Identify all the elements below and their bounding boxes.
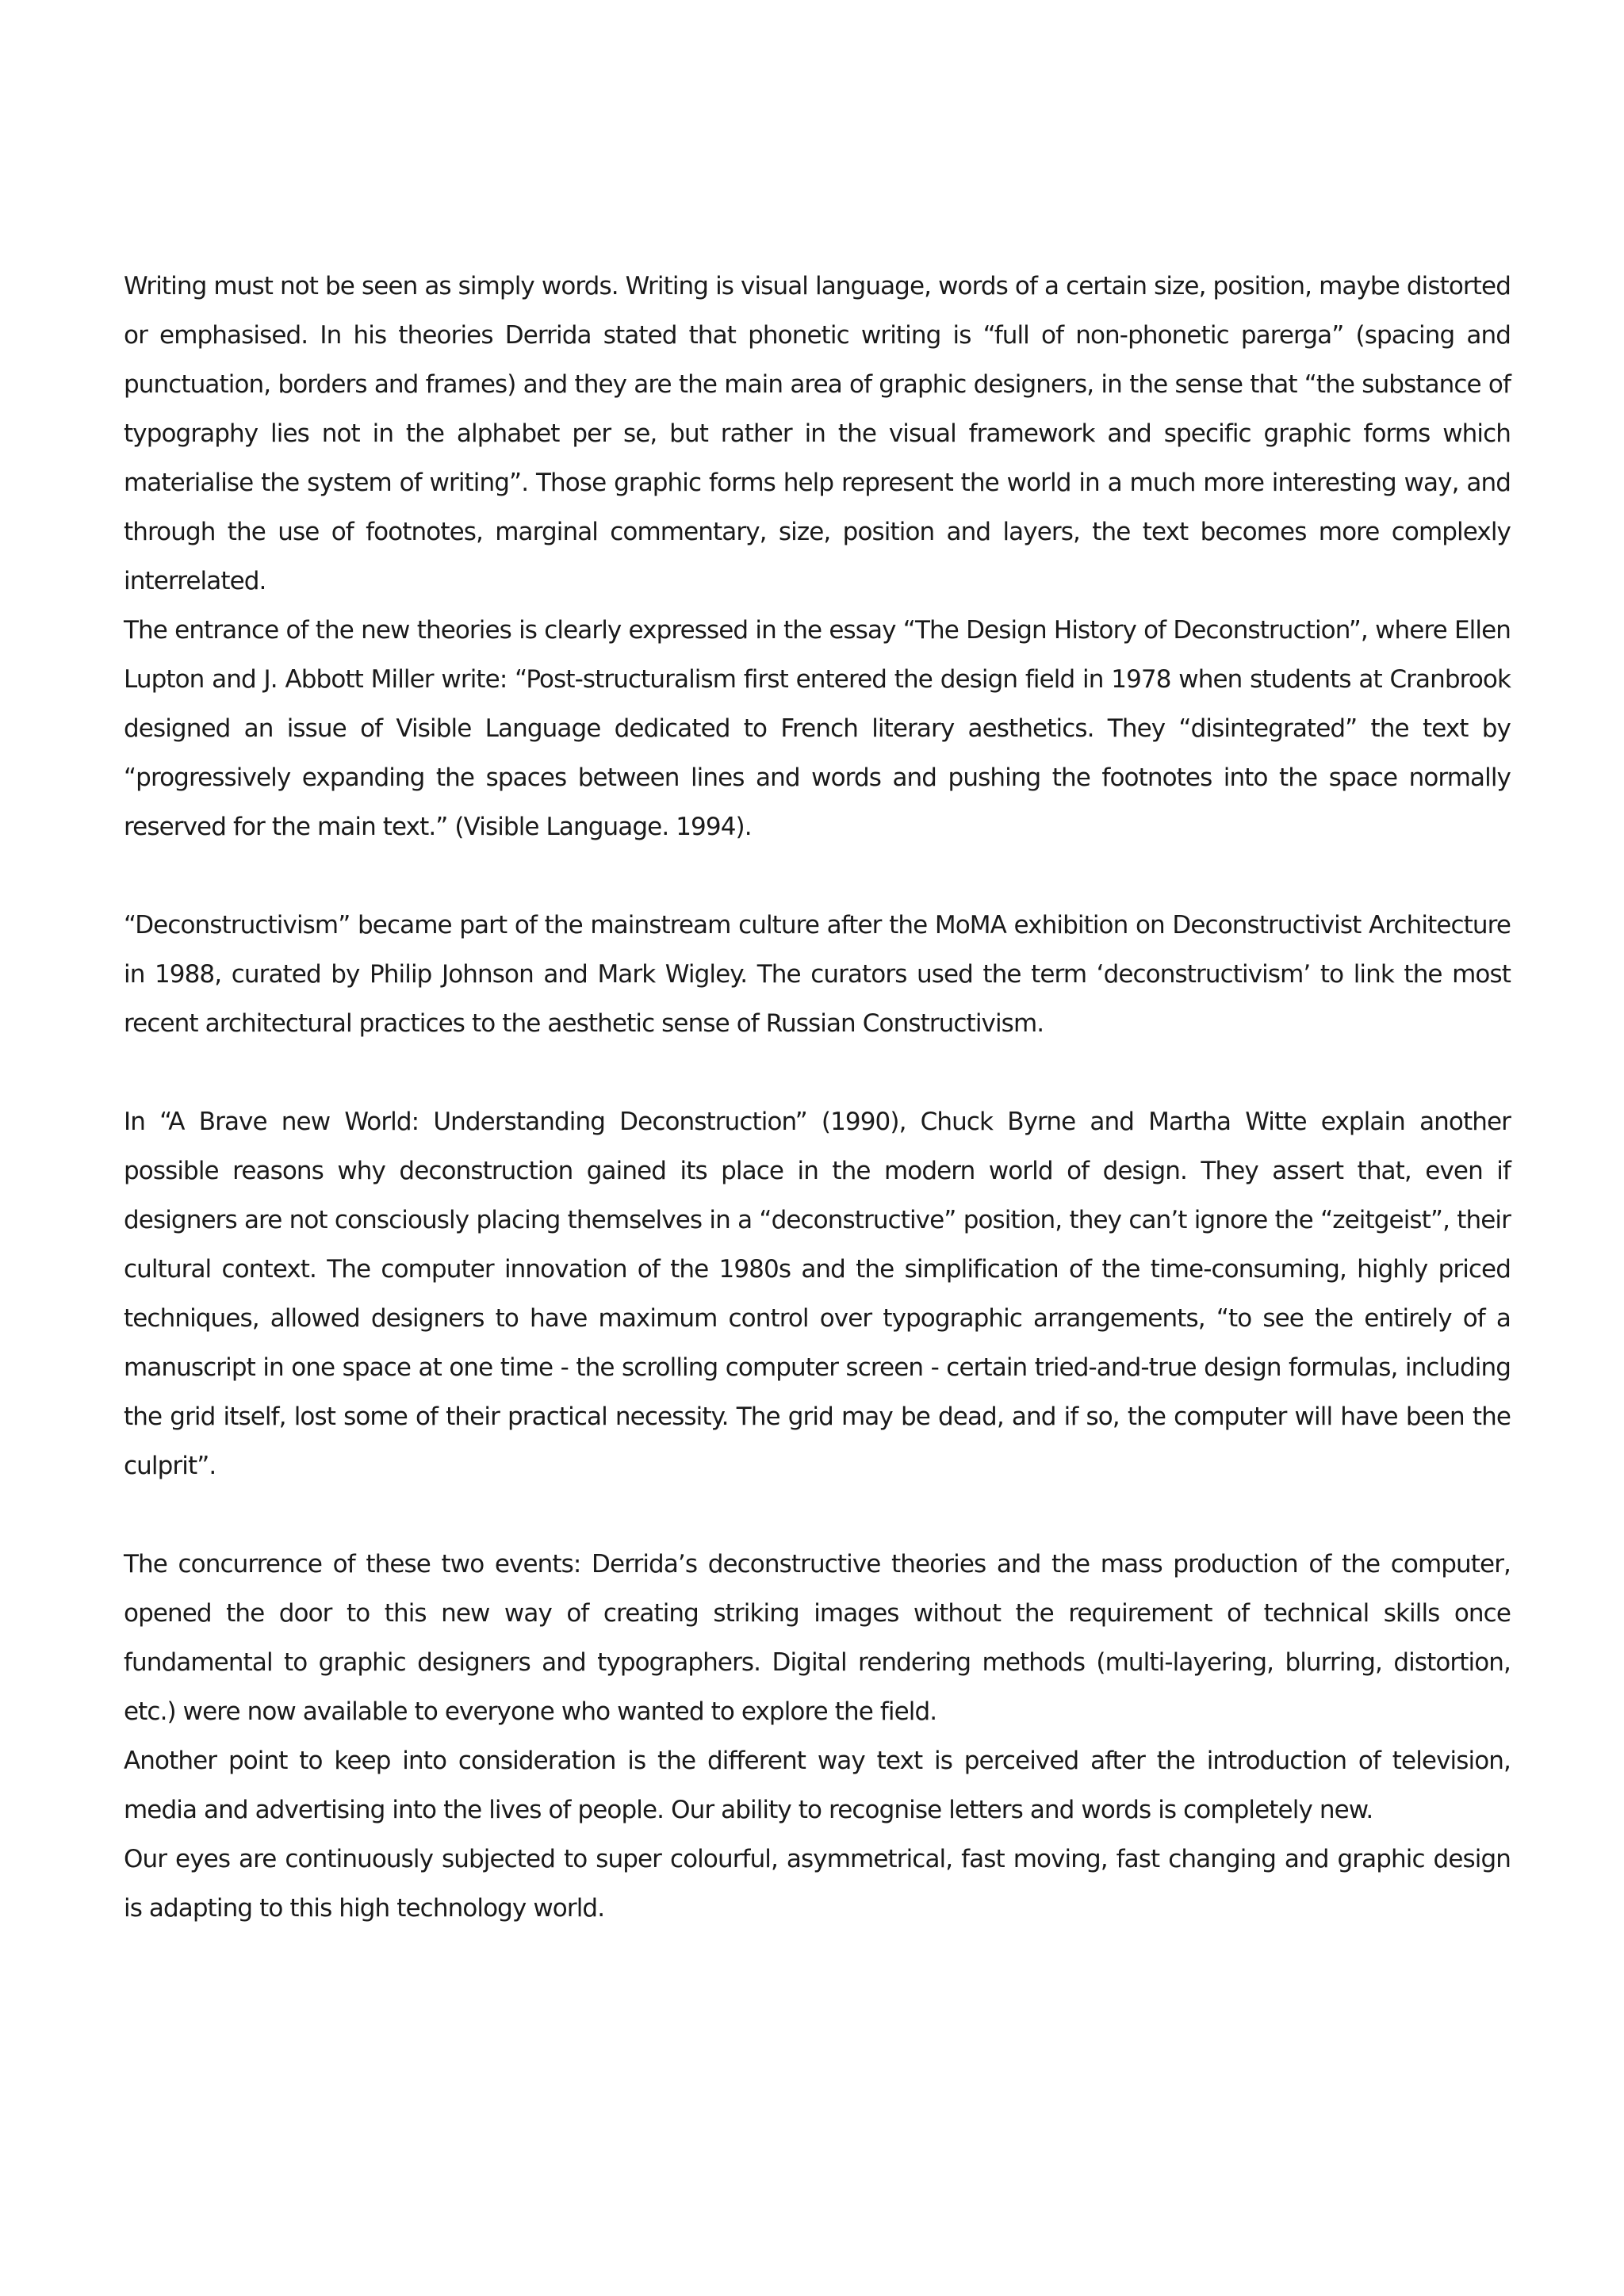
paragraph-brave-new-world: In “A Brave new World: Understanding Deconstruction” (1990), Chuck Byrne and Martha Witte explain another possible reasons why deconstruction gained its place in the modern world of design. They assert that, even if designers are not consciously placing themselves in a “deconstructive” position, they can’t ignore the “zeitgeist”, their cultural context. The computer innovation of the 1980s and the simplification of the time-consuming, highly priced techniques, allowed designers to have maximum control over typographic arrangements, “to see the entirely of a manuscript in one space at one time - the scrolling computer screen - certain tried-and-true design formulas, including the grid itself, lost some of their practical necessity. The grid may be dead, and if so, the computer will have been the culprit”. [124, 1108, 1511, 1480]
paragraph-text-perception: Another point to keep into consideration is the different way text is perceived after the introduction of television, media and advertising into the lives of people. Our ability to recognise letters and words is completely new. [124, 1747, 1511, 1824]
paragraph-design-history-deconstruction: The entrance of the new theories is clearly expressed in the essay “The Design History of Deconstruction”, where Ellen Lupton and J. Abbott Miller write: “Post-structuralism first entered the design field in 1978 when students at Cranbrook designed an issue of Visible Language dedicated to French literary aesthetics. They “disintegrated” the text by “progressively expanding the spaces between lines and words and pushing the footnotes into the space normally reserved for the main text.” (Visible Language. 1994). [124, 616, 1511, 841]
paragraph-concurrence-events: The concurrence of these two events: Derrida’s deconstructive theories and the mass production of the computer, opened the door to this new way of creating striking images without the requirement of technical skills once fundamental to graphic designers and typographers. Digital rendering methods (multi-layering, blurring, distortion, etc.) were now available to everyone who wanted to explore the field. [124, 1550, 1511, 1726]
paragraph-our-eyes: Our eyes are continuously subjected to super colourful, asymmetrical, fast moving, fast changing and graphic design is adapting to this high technology world. [124, 1845, 1511, 1923]
body-text [124, 262, 1511, 1933]
paragraph-writing-visual-language: Writing must not be seen as simply words. Writing is visual language, words of a certain size, position, maybe distorted or emphasised. In his theories Derrida stated that phonetic writing is “full of non-phonetic parerga” (spacing and punctuation, borders and frames) and they are the main area of graphic designers, in the sense that “the substance of typography lies not in the alphabet per se, but rather in the visual framework and specific graphic forms which materialise the system of writing”. Those graphic forms help represent the world in a much more interesting way, and through the use of footnotes, marginal commentary, size, position and layers, the text becomes more complexly interrelated. [124, 272, 1511, 595]
paragraph-deconstructivism-moma: “Deconstructivism” became part of the mainstream culture after the MoMA exhibition on Deconstructivist Architecture in 1988, curated by Philip Johnson and Mark Wigley. The curators used the term ‘deconstructivism’ to link the most recent architectural practices to the aesthetic sense of Russian Constructivism. [124, 911, 1511, 1038]
